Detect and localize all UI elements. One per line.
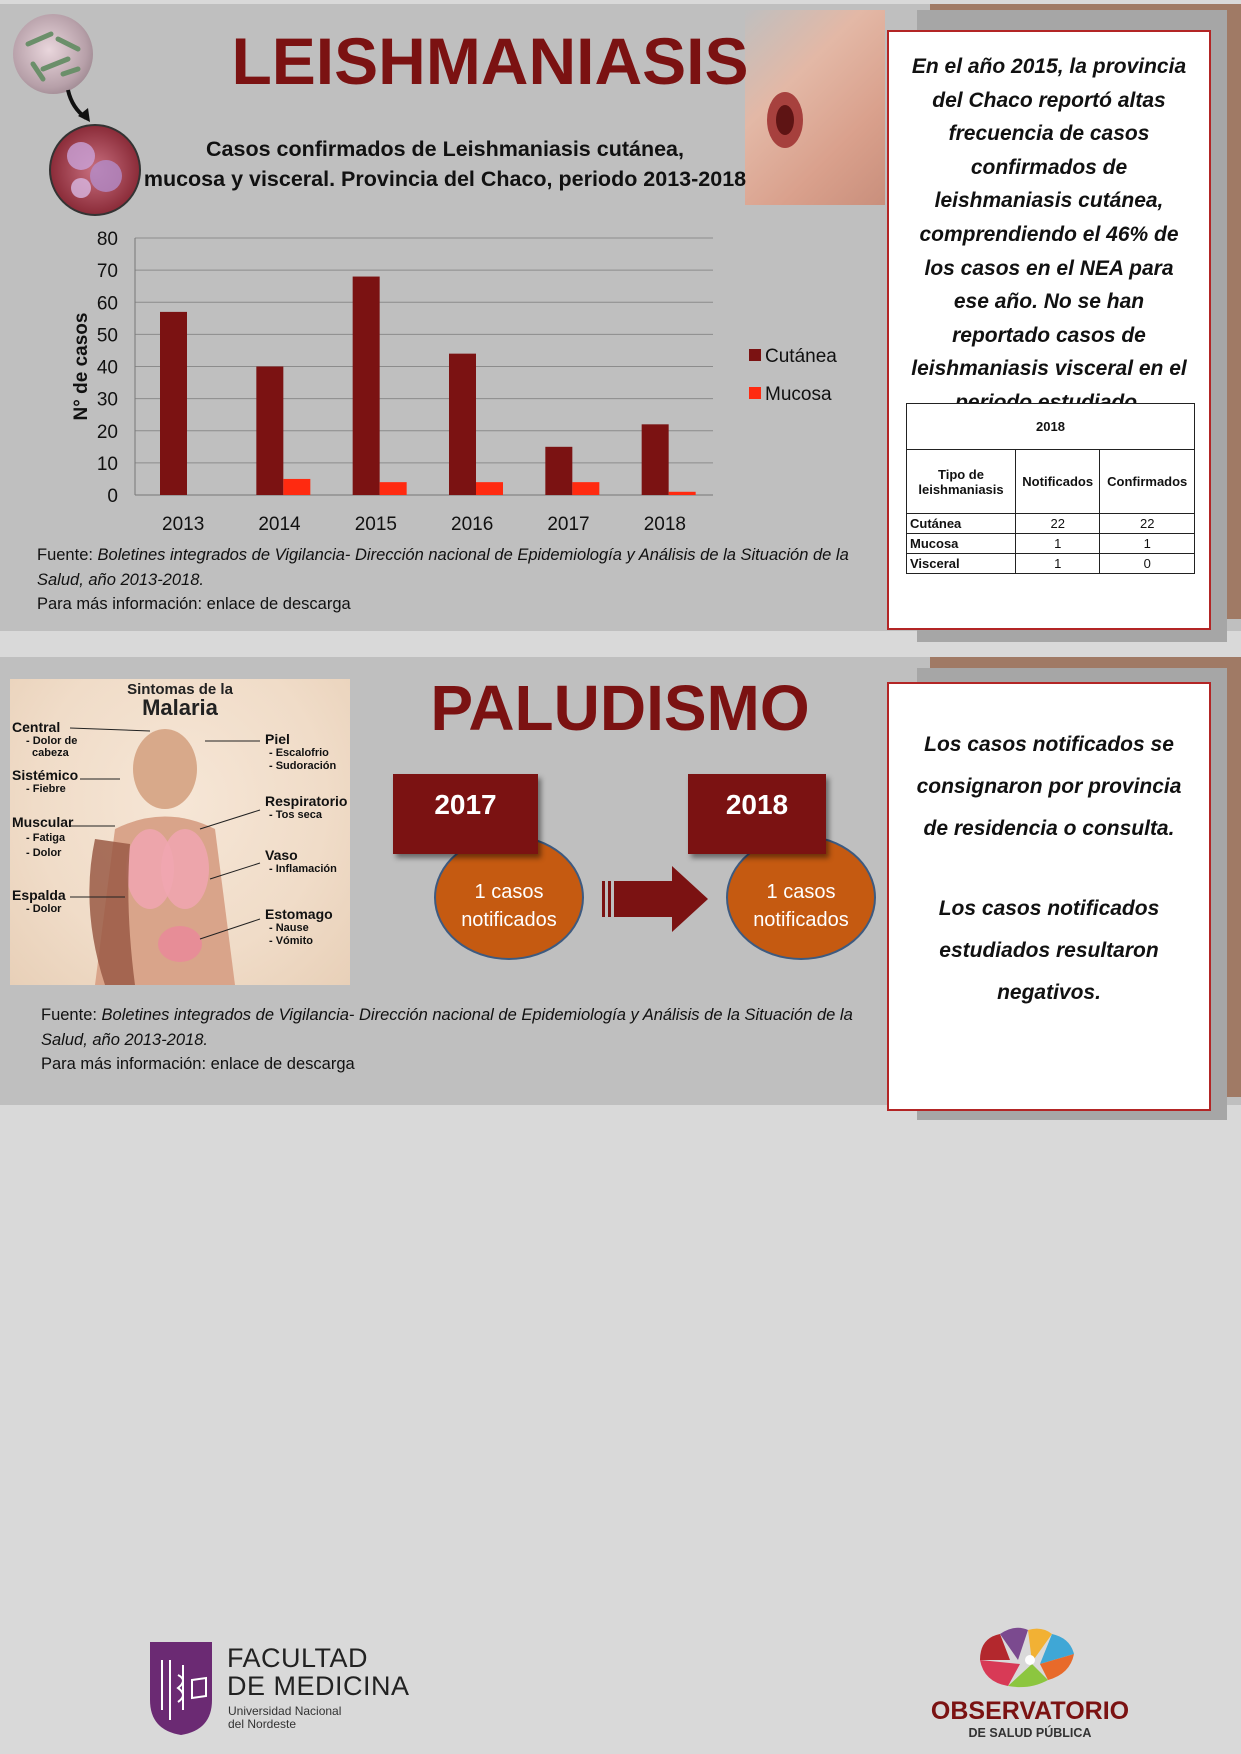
facultad-university-line1: Universidad Nacional	[228, 1704, 342, 1718]
legend-label: Cutánea	[765, 346, 837, 367]
table-cell-confirmados: 22	[1100, 514, 1195, 534]
bar-cutnea	[160, 312, 187, 495]
bar-mucosa	[283, 479, 310, 495]
x-tick-label: 2017	[547, 514, 590, 535]
paludismo-note-1: Los casos notificados se consignaron por provincia de residencia o consulta.	[916, 733, 1182, 840]
chart-title-line2: mucosa y visceral. Provincia del Chaco, periodo 2013-2018	[143, 167, 747, 191]
chart-title-line1: Casos confirmados de Leishmaniasis cutánea,	[206, 137, 684, 161]
source-text: Boletines integrados de Vigilancia- Dirección nacional de Epidemiología y Análisis de la Situación de la Salud, año 2013-2018.	[37, 546, 849, 589]
parasite-microscope-image	[13, 14, 93, 94]
y-tick-label: 60	[96, 293, 118, 315]
source-prefix: Fuente:	[41, 1006, 102, 1024]
y-tick-label: 70	[96, 261, 118, 283]
y-tick-label: 30	[96, 389, 118, 411]
amastigote-image	[49, 124, 141, 216]
x-tick-label: 2016	[451, 514, 494, 535]
y-axis-label: N° de casos	[71, 312, 92, 421]
leishmaniasis-summary-box	[887, 30, 1211, 630]
more-info-link[interactable]: Para más información: enlace de descarga	[37, 595, 351, 613]
table-cell-tipo: Mucosa	[907, 534, 1016, 554]
cases-2017-line1: 1 casos	[474, 880, 544, 903]
table-header-notificados: Notificados	[1016, 450, 1100, 514]
bar-mucosa	[380, 482, 407, 495]
malaria-image-title-big: Malaria	[142, 695, 218, 720]
y-tick-label: 20	[96, 421, 118, 443]
bar-mucosa	[476, 482, 503, 495]
cases-2018-line1: 1 casos	[766, 880, 836, 903]
cell-icon	[51, 126, 141, 216]
bar-cutnea	[449, 354, 476, 495]
chart-title	[130, 134, 760, 194]
table-year: 2018	[907, 404, 1195, 450]
table-row	[907, 534, 1195, 554]
paludismo-notes-box	[887, 682, 1211, 1111]
cases-2017-line2: notificados	[461, 908, 557, 931]
table-row	[907, 514, 1195, 534]
x-tick-label: 2013	[162, 514, 205, 535]
symptom-group: Central - Dolor de cabeza	[12, 719, 78, 759]
y-tick-label: 0	[107, 486, 118, 507]
table-row	[907, 554, 1195, 574]
symptom-group: Sistémico - Fiebre	[12, 767, 79, 795]
leishmaniasis-source	[37, 543, 867, 617]
symptom-group: Vaso - Inflamación	[265, 847, 337, 875]
bar-cutnea	[545, 447, 572, 495]
year-2018-box: 2018	[688, 774, 826, 854]
source-prefix: Fuente:	[37, 546, 98, 564]
brain-logo-icon	[970, 1620, 1090, 1692]
x-tick-label: 2015	[354, 514, 397, 535]
observatorio-logo	[930, 1620, 1130, 1740]
x-tick-label: 2014	[258, 514, 301, 535]
paludismo-title: PALUDISMO	[430, 672, 810, 744]
table-cell-notificados: 1	[1016, 534, 1100, 554]
facultad-shield-icon	[148, 1640, 214, 1736]
y-tick-label: 40	[96, 357, 118, 379]
table-header-confirmados: Confirmados	[1100, 450, 1195, 514]
malaria-symptoms-image	[10, 679, 350, 985]
bar-cutnea	[353, 277, 380, 495]
symptom-group: Espalda - Dolor	[12, 887, 66, 915]
paludismo-source	[41, 1003, 861, 1077]
symptom-group: Piel - Escalofrio - Sudoración	[265, 731, 337, 772]
facultad-name-line2: DE MEDICINA	[227, 1671, 410, 1701]
arrow-icon	[62, 86, 102, 126]
year-2017-box: 2017	[393, 774, 538, 854]
bar-mucosa	[572, 482, 599, 495]
legend-swatch	[749, 349, 761, 361]
symptom-group: Estomago - Nause - Vómito	[265, 906, 333, 947]
facultad-university-line2: del Nordeste	[228, 1717, 297, 1731]
more-info-link[interactable]: Para más información: enlace de descarga	[41, 1055, 355, 1073]
y-tick-label: 80	[96, 229, 118, 250]
symptom-group: Muscular - Fatiga - Dolor	[12, 814, 74, 859]
paludismo-note-2: Los casos notificados estudiados resultaron negativos.	[938, 897, 1160, 1004]
facultad-name-line1: FACULTAD	[227, 1643, 369, 1673]
table-cell-tipo: Visceral	[907, 554, 1016, 574]
observatorio-name: OBSERVATORIO	[930, 1697, 1130, 1725]
observatorio-subtitle: DE SALUD PÚBLICA	[968, 1726, 1092, 1740]
table-cell-notificados: 22	[1016, 514, 1100, 534]
parasite-icon	[13, 14, 93, 94]
bar-mucosa	[669, 492, 696, 495]
x-tick-label: 2018	[643, 514, 686, 535]
source-text: Boletines integrados de Vigilancia- Dirección nacional de Epidemiología y Análisis de la Situación de la Salud, año 2013-2018.	[41, 1006, 853, 1049]
leishmaniasis-2018-table	[906, 403, 1195, 574]
symptom-group: Respiratorio - Tos seca	[265, 793, 348, 821]
legend-label: Mucosa	[765, 384, 832, 405]
table-header-tipo: Tipo de leishmaniasis	[907, 450, 1016, 514]
leishmaniasis-bar-chart	[60, 222, 860, 542]
bar-cutnea	[256, 367, 283, 496]
table-cell-confirmados: 0	[1100, 554, 1195, 574]
leishmaniasis-title: LEISHMANIASIS	[231, 24, 749, 98]
legend-swatch	[749, 387, 761, 399]
malaria-image-title-small: Sintomas de la	[127, 681, 233, 698]
table-cell-tipo: Cutánea	[907, 514, 1016, 534]
cases-2018-line2: notificados	[753, 908, 849, 931]
table-cell-notificados: 1	[1016, 554, 1100, 574]
bar-cutnea	[642, 424, 669, 495]
arrow-right-icon	[602, 864, 712, 934]
table-cell-confirmados: 1	[1100, 534, 1195, 554]
y-tick-label: 50	[96, 325, 118, 347]
leishmaniasis-summary-text: En el año 2015, la provincia del Chaco reportó altas frecuencia de casos confirmados de leishmaniasis cutánea, comprendiendo el 46% de los casos en el NEA para ese año. No se han reportado casos de leishmaniasis visceral en el	[911, 55, 1187, 381]
y-tick-label: 10	[96, 453, 118, 475]
facultad-logo	[148, 1640, 418, 1740]
